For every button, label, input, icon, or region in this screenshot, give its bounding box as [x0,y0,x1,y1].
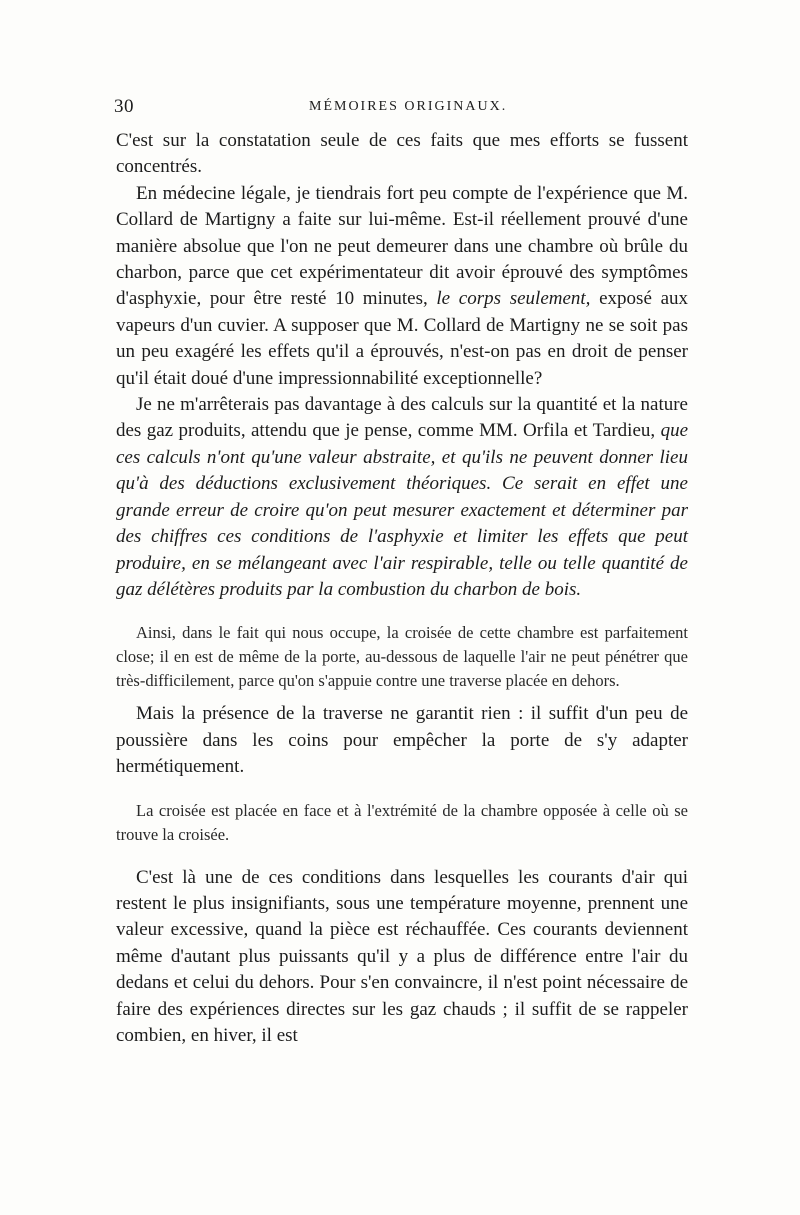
spacer [116,847,688,865]
spacer [116,693,688,701]
running-head [114,96,688,122]
paragraph-2-text-b: exposé aux vapeurs d'un cuvier. A supposer que M. Collard de Martigny ne se soit pas un peu exagéré les effets qu'il a éprouvés, n'est-on pas en droit de penser qu'il était doué d'une impressionnabilité exceptionnelle? [116,288,688,389]
paragraph-2 [116,181,688,392]
page-number: 30 [114,96,134,117]
paragraph-2-text-a: En médecine légale, je tiendrais fort peu compte de l'expérience que M. Collard de Martigny a faite sur lui-même. Est-il réellement prouvé d'une manière absolue que l'on ne peut demeurer dans une chambre où brûle du charbon, parce que cet expérimentateur dit avoir éprouvé des symptômes d'asphyxie, pour être resté 10 minutes, [116,182,688,310]
paragraph-7: C'est là une de ces conditions dans lesquelles les courants d'air qui restent le plus insignifiants, sous une température moyenne, prennent une valeur excessive, quand la pièce est réchauffée. Ces courants deviennent même d'autant plus puissants qu'il y a plus de différence entre l'air du dedans et celui du dehors. Pour s'en convaincre, il n'est point nécessaire de faire des expériences directes sur les gaz chauds ; il suffit de se rappeler combien, en hiver, il est [116,866,688,1046]
paragraph-3-text: Je ne m'arrêterais pas davantage à des calculs sur la quantité et la nature des gaz produits, attendu que je pense, comme MM. Orfila et Tardieu, [116,394,688,442]
paragraph-6: La croisée est placée en face et à l'extrémité de la chambre opposée à celle où se trouve la croisée. [116,800,688,844]
paragraph-1: C'est sur la constatation seule de ces faits que mes efforts se fussent concentrés. [116,130,688,178]
paragraph-2-italic: le corps seulement, [436,288,591,310]
paragraph-5: Mais la présence de la traverse ne garantit rien : il suffit d'un peu de poussière dans les coins pour empêcher la porte de s'y adapter hermétiquement. [116,703,688,778]
spacer [116,781,688,799]
running-title: MÉMOIRES ORIGINAUX. [309,99,508,114]
body-text [116,128,688,1049]
paragraph-3-italic: que ces calculs n'ont qu'une valeur abstraite, et qu'ils ne peuvent donner lieu qu'à des déductions exclusivement théoriques. Ce serait en effet une grande erreur de croire qu'on peut mesurer exactement et déterminer par des chiffres ces conditions de l'asphyxie et limiter les effets que peut produire, en se mélangeant avec l'air respirable, telle ou telle quantité de gaz délétères produits par la combustion du charbon de bois. [116,420,688,600]
paragraph-3 [116,392,688,603]
spacer [116,603,688,621]
paragraph-4: Ainsi, dans le fait qui nous occupe, la croisée de cette chambre est parfaitement close; il en est de même de la porte, au-dessous de laquelle l'air ne peut pénétrer que très-difficilement, parce qu'on s'appuie contre une traverse placée en dehors. [116,623,688,691]
